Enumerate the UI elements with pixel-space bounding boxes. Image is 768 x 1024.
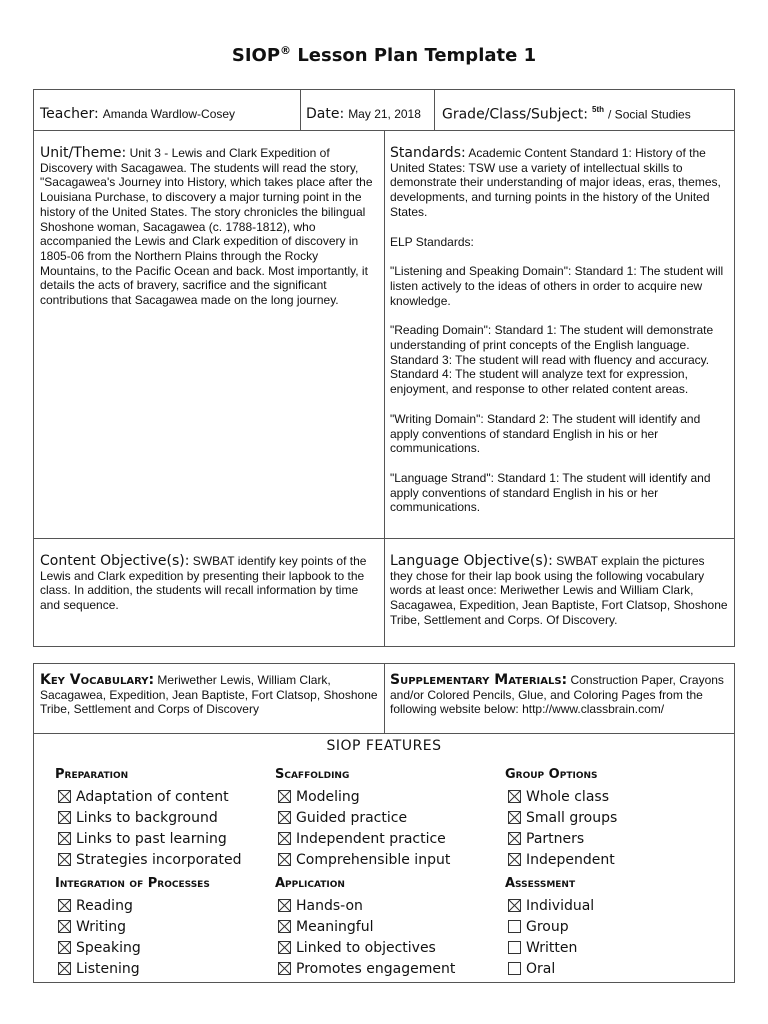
feature-item	[55, 916, 285, 937]
checkbox[interactable]	[58, 832, 71, 845]
feature-item	[55, 786, 285, 807]
checkbox[interactable]	[58, 811, 71, 824]
feature-group-heading: Assessment	[505, 876, 576, 891]
elp-language: "Language Strand": Standard 1: The student will identify and apply conventions of standard English in his or her communications.	[390, 470, 711, 515]
feature-item-label: Oral	[526, 960, 556, 977]
supplementary-cell	[390, 673, 732, 717]
feature-group	[55, 764, 285, 870]
teacher-value: Amanda Wardlow-Cosey	[102, 107, 236, 121]
page-title	[0, 44, 768, 66]
language-objectives-text: SWBAT explain the pictures they chose for their lap book using the following vocabulary words at least once: Meriwether Lewis and William Clark, Sacagawea, Expedition, Jean Baptiste, Fort Clatsop, Shoshone Tribe, Settlement and Corps. Of Discovery.	[390, 554, 728, 627]
checkbox[interactable]	[278, 853, 291, 866]
feature-item	[505, 786, 735, 807]
feature-item	[275, 916, 505, 937]
feature-item	[55, 828, 285, 849]
checkbox[interactable]	[508, 790, 521, 803]
checkbox[interactable]	[508, 811, 521, 824]
feature-group	[505, 873, 735, 979]
language-objectives-label: Language Objective(s):	[390, 553, 553, 569]
checkbox[interactable]	[58, 941, 71, 954]
feature-item-label: Written	[526, 939, 578, 956]
key-vocabulary-cell	[40, 673, 380, 717]
checkbox[interactable]	[278, 790, 291, 803]
feature-group	[275, 873, 505, 979]
content-objectives-label: Content Objective(s):	[40, 553, 190, 569]
title-siop: SIOP	[231, 45, 281, 66]
feature-item	[505, 895, 735, 916]
feature-item	[505, 958, 735, 979]
checkbox[interactable]	[508, 832, 521, 845]
checkbox[interactable]	[278, 811, 291, 824]
content-objectives-text: SWBAT identify key points of the Lewis and Clark expedition by presenting their lapbook to the class. In addition, the students will recall information by time and sequence.	[40, 554, 367, 613]
feature-item-label: Independent practice	[296, 830, 446, 847]
feature-group	[55, 873, 285, 979]
feature-item-label: Speaking	[76, 939, 141, 956]
feature-group-heading: Application	[275, 876, 345, 891]
feature-item-label: Individual	[526, 897, 595, 914]
unit-theme-label: Unit/Theme:	[40, 145, 127, 161]
grade-sup: 5th	[592, 105, 605, 114]
feature-item-label: Whole class	[526, 788, 609, 805]
feature-item-label: Modeling	[296, 788, 360, 805]
teacher-label: Teacher:	[40, 106, 99, 122]
registered-mark: ®	[280, 44, 292, 57]
checkbox[interactable]	[508, 941, 521, 954]
checkbox[interactable]	[278, 832, 291, 845]
feature-item	[505, 807, 735, 828]
feature-item	[505, 937, 735, 958]
feature-group-heading: Integration of Processes	[55, 876, 210, 891]
feature-item-label: Group	[526, 918, 569, 935]
feature-group-heading: Scaffolding	[275, 767, 350, 782]
checkbox[interactable]	[508, 962, 521, 975]
date-label: Date:	[306, 106, 345, 122]
supplementary-text: Construction Paper, Crayons and/or Colored Pencils, Glue, and Coloring Pages from the following website below: http://www.classbrain.com/	[390, 673, 724, 717]
unit-theme-cell	[40, 146, 380, 308]
feature-item	[275, 958, 505, 979]
elp-heading: ELP Standards:	[390, 234, 474, 249]
feature-item	[55, 895, 285, 916]
feature-item-label: Adaptation of content	[76, 788, 229, 805]
feature-item-label: Partners	[526, 830, 585, 847]
feature-group-heading: Group Options	[505, 767, 598, 782]
feature-item-label: Independent	[526, 851, 615, 868]
feature-item-label: Meaningful	[296, 918, 374, 935]
lesson-table	[33, 89, 735, 647]
content-objectives-cell	[40, 554, 380, 613]
feature-item	[55, 958, 285, 979]
feature-item	[505, 849, 735, 870]
checkbox[interactable]	[278, 962, 291, 975]
grade-cell	[442, 105, 732, 123]
feature-item	[275, 937, 505, 958]
checkbox[interactable]	[278, 941, 291, 954]
feature-item	[55, 849, 285, 870]
unit-theme-text: Unit 3 - Lewis and Clark Expedition of Discovery with Sacagawea. The students will read the story, "Sacagawea's Journey into History, which takes place after the Louisiana Purchase, to discovery a major turning point in the history of the United States. The story chronicles the bilingual Shoshone woman, Sacagawea (c. 1788-1812), who accompanied the Lewis and Clark expedition of discovery in 1805-06 from the Northern Plains through the Rocky Mountains, to the Pacific Ocean and back. Most importantly, it details the acts of bravery, sacrifice and the significant contributions that Sacagawea made on the long journey.	[40, 146, 373, 308]
elp-listening: "Listening and Speaking Domain": Standard 1: The student will listen actively to the ideas of others in order to acquire new knowledge.	[390, 264, 724, 308]
feature-item	[275, 849, 505, 870]
checkbox[interactable]	[508, 899, 521, 912]
feature-item-label: Reading	[76, 897, 133, 914]
feature-group	[275, 764, 505, 870]
feature-group	[505, 764, 735, 870]
feature-item	[275, 895, 505, 916]
checkbox[interactable]	[508, 853, 521, 866]
checkbox[interactable]	[278, 920, 291, 933]
grade-value: / Social Studies	[608, 107, 691, 122]
supplementary-label: Supplementary Materials:	[390, 672, 568, 688]
key-vocabulary-text: Meriwether Lewis, William Clark, Sacagawea, Expedition, Jean Baptiste, Fort Clatsop, Shoshone Tribe, Settlement and Corps of Discovery	[40, 673, 378, 717]
feature-item-label: Small groups	[526, 809, 618, 826]
key-vocabulary-label: Key Vocabulary:	[40, 672, 155, 688]
feature-item	[275, 828, 505, 849]
feature-item-label: Linked to objectives	[296, 939, 436, 956]
feature-item-label: Links to background	[76, 809, 218, 826]
checkbox[interactable]	[508, 920, 521, 933]
feature-item	[55, 807, 285, 828]
date-value: May 21, 2018	[348, 107, 421, 121]
feature-item-label: Listening	[76, 960, 140, 977]
checkbox[interactable]	[278, 899, 291, 912]
feature-item	[275, 807, 505, 828]
checkbox[interactable]	[58, 790, 71, 803]
siop-features-title: SIOP FEATURES	[326, 738, 442, 754]
standards-cell	[390, 146, 730, 515]
feature-item-label: Links to past learning	[76, 830, 227, 847]
feature-item-label: Comprehensible input	[296, 851, 451, 868]
standards-text: Academic Content Standard 1: History of the United States: TSW use a variety of intellectual skills to demonstrate their understanding of major ideas, eras, themes, developments, and turning points in the history of the United States.	[390, 146, 721, 219]
language-objectives-cell	[390, 554, 730, 628]
feature-item	[275, 786, 505, 807]
teacher-cell	[40, 105, 298, 123]
checkbox[interactable]	[58, 962, 71, 975]
feature-group-heading: Preparation	[55, 767, 129, 782]
elp-writing: "Writing Domain": Standard 2: The student will identify and apply conventions of standard English in his or her communications.	[390, 411, 701, 456]
elp-reading: "Reading Domain": Standard 1: The student will demonstrate understanding of print concepts of the English language. Standard 3: The student will read with fluency and accuracy. Standard 4: The student will analyze text for expression, enjoyment, and response to other related content areas.	[390, 323, 714, 397]
feature-item-label: Promotes engagement	[296, 960, 456, 977]
feature-item-label: Guided practice	[296, 809, 408, 826]
checkbox[interactable]	[58, 920, 71, 933]
checkbox[interactable]	[58, 853, 71, 866]
date-cell	[306, 105, 432, 123]
feature-item-label: Writing	[76, 918, 126, 935]
feature-item	[55, 937, 285, 958]
title-text: Lesson Plan Template 1	[297, 45, 537, 66]
feature-item-label: Strategies incorporated	[76, 851, 242, 868]
checkbox[interactable]	[58, 899, 71, 912]
feature-item-label: Hands-on	[296, 897, 363, 914]
feature-item	[505, 916, 735, 937]
feature-item	[505, 828, 735, 849]
standards-label: Standards:	[390, 145, 466, 161]
grade-label: Grade/Class/Subject:	[442, 106, 589, 123]
